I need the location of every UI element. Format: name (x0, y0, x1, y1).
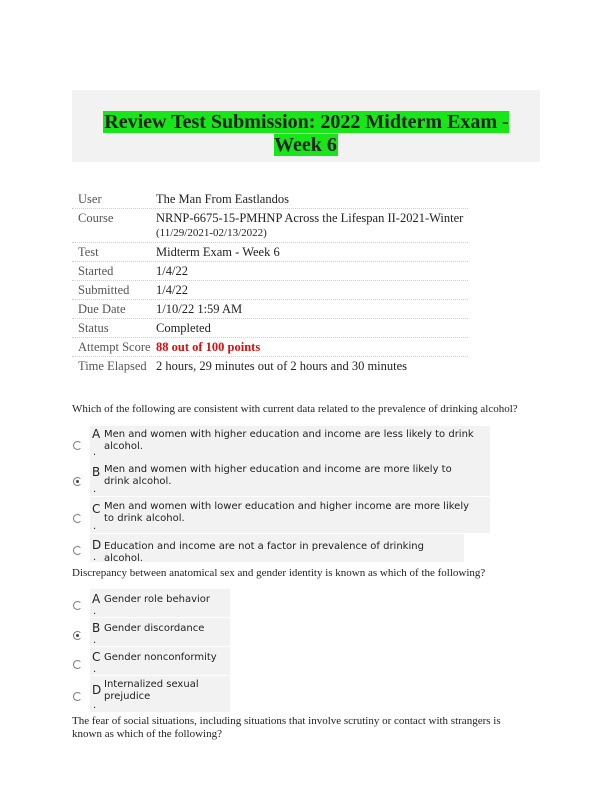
radio-q2-c[interactable] (73, 660, 82, 669)
option-q1-c (90, 497, 490, 533)
option-dot: . (93, 484, 97, 495)
question-1-text: Which of the following are consistent with current data related to the prevalence of drinking alcohol? (72, 403, 518, 415)
option-dot: . (93, 552, 97, 563)
option-letter: B (92, 465, 101, 479)
info-value: 1/10/22 1:59 AM (156, 302, 243, 316)
option-letter: A (92, 592, 101, 606)
info-label: Attempt Score (78, 340, 151, 354)
option-q2-c (90, 647, 230, 675)
option-text: Men and women with higher education and income are more likely to drink alcohol. (104, 464, 452, 487)
option-text: Men and women with lower education and higher income are more likely to drink alcohol. (104, 501, 470, 524)
info-label: Submitted (78, 283, 130, 297)
option-text: Men and women with higher education and income are less likely to drink alcohol. (104, 429, 474, 452)
radio-q2-a[interactable] (73, 601, 82, 610)
info-value: The Man From Eastlandos (156, 192, 289, 206)
radio-q1-a[interactable] (73, 441, 82, 450)
info-label: User (78, 192, 102, 206)
option-letter: B (92, 621, 101, 635)
option-letter: A (92, 427, 101, 441)
radio-q1-b[interactable] (73, 477, 82, 486)
course-name: NRNP-6675-15-PMHNP Across the Lifespan II-2021-Winter (156, 211, 464, 225)
option-text: Gender role behavior (104, 594, 211, 605)
option-dot: . (93, 521, 97, 532)
option-dot: . (93, 700, 97, 711)
info-value: 1/4/22 (156, 283, 188, 297)
option-text: Gender discordance (104, 623, 205, 634)
option-text: Education and income are not a factor in prevalence of drinking alcohol. (104, 541, 424, 564)
attempt-score: 88 out of 100 points (156, 340, 261, 354)
option-letter: C (92, 650, 101, 664)
info-label: Time Elapsed (78, 359, 147, 373)
option-text: Gender nonconformity (104, 652, 217, 663)
info-value (156, 211, 468, 241)
radio-q1-d[interactable] (73, 546, 82, 555)
question-2-text: Discrepancy between anatomical sex and gender identity is known as which of the following? (72, 567, 486, 579)
info-value: 2 hours, 29 minutes out of 2 hours and 30 minutes (156, 359, 408, 373)
info-label: Status (78, 321, 109, 335)
info-label: Started (78, 264, 114, 278)
info-label: Due Date (78, 302, 126, 316)
info-value: 1/4/22 (156, 264, 188, 278)
submission-info-table (72, 190, 468, 375)
course-dates: (11/29/2021-02/13/2022) (156, 227, 267, 239)
radio-q2-b[interactable] (73, 631, 82, 640)
info-row-status (72, 319, 468, 338)
info-row-score (72, 338, 468, 357)
option-letter: C (92, 502, 101, 516)
option-q2-d (90, 676, 230, 712)
info-row-time-elapsed (72, 357, 468, 375)
page-title-text: Review Test Submission: 2022 Midterm Exam - Week 6 (104, 111, 509, 156)
option-q1-b (90, 460, 490, 496)
info-label: Course (78, 211, 114, 225)
info-row-test (72, 243, 468, 262)
question-3-text: The fear of social situations, including situations that involve scrutiny or contact with strangers is known as which of the following? (72, 715, 501, 740)
info-value: Midterm Exam - Week 6 (156, 245, 280, 259)
option-q1-d (90, 534, 464, 562)
radio-q1-c[interactable] (73, 514, 82, 523)
page-title (80, 111, 532, 157)
option-dot: . (93, 447, 97, 458)
option-dot: . (93, 664, 97, 675)
info-row-course (72, 209, 468, 243)
info-value: Completed (156, 321, 211, 335)
option-text: Internalized sexual prejudice (104, 679, 199, 702)
option-dot: . (93, 635, 97, 646)
option-letter: D (92, 538, 102, 552)
info-row-submitted (72, 281, 468, 300)
option-q2-b (90, 618, 230, 646)
info-row-due-date (72, 300, 468, 319)
info-row-user (72, 190, 468, 209)
option-letter: D (92, 683, 102, 697)
info-row-started (72, 262, 468, 281)
option-q2-a (90, 589, 230, 617)
info-label: Test (78, 245, 99, 259)
option-q1-a (90, 426, 490, 460)
radio-q2-d[interactable] (73, 692, 82, 701)
option-dot: . (93, 606, 97, 617)
